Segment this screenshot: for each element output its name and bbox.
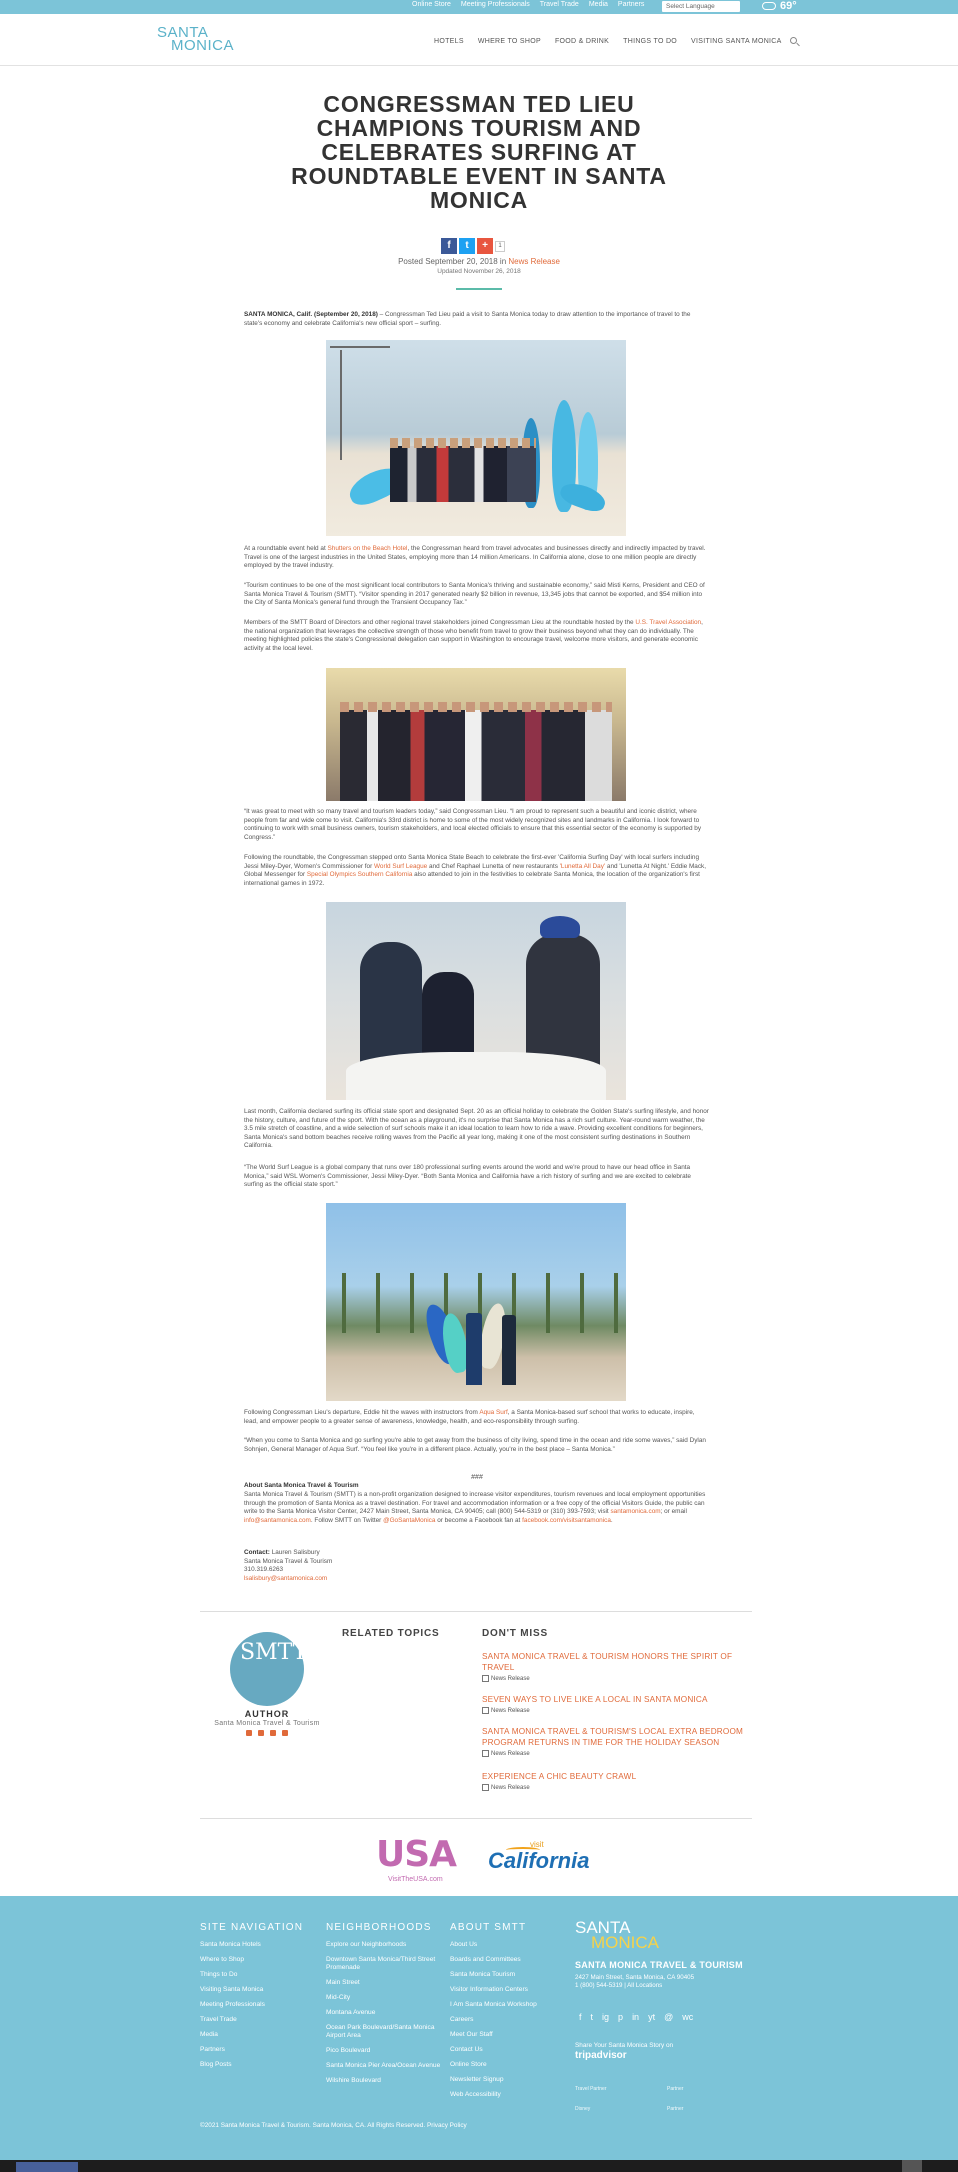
nav-item-where-to-shop[interactable]: WHERE TO SHOP xyxy=(477,38,541,45)
copyright: ©2021 Santa Monica Travel & Tourism. Santa Monica, CA. All Rights Reserved. Privacy Policy xyxy=(200,2122,467,2129)
paragraph-intro xyxy=(244,311,710,328)
dont-miss-title[interactable]: SANTA MONICA TRAVEL & TOURISM'S LOCAL EXTRA BEDROOM PROGRAM RETURNS IN TIME FOR THE HOLIDAY SEASON xyxy=(482,1727,744,1747)
footer-link[interactable]: Santa Monica Pier Area/Ocean Avenue xyxy=(326,2062,441,2069)
footer-site-nav xyxy=(200,1922,320,2076)
footer-link[interactable]: Web Accessibility xyxy=(450,2091,501,2098)
end-marker: ### xyxy=(471,1474,483,1481)
wechat-icon[interactable]: wc xyxy=(682,2012,694,2022)
section-divider xyxy=(200,1818,752,1819)
footer-link[interactable]: Meeting Professionals xyxy=(200,2001,265,2008)
utility-links xyxy=(412,1,644,8)
badge: Disney xyxy=(575,2106,591,2112)
category-link[interactable]: News Release xyxy=(508,257,560,266)
footer-social xyxy=(579,2012,693,2022)
footer-logo-line-1: SANTA xyxy=(575,1918,631,1937)
footer-link[interactable]: About Us xyxy=(450,1941,478,1948)
temperature: 69° xyxy=(780,0,797,12)
news-icon xyxy=(482,1784,489,1791)
dont-miss-item[interactable] xyxy=(482,1651,752,1682)
about-paragraph xyxy=(244,1491,710,1525)
nav-item-food-drink[interactable]: FOOD & DRINK xyxy=(554,38,610,45)
cloud-icon xyxy=(762,2,776,10)
phone-text: 1 (800) 544-5319 | All Locations xyxy=(575,1982,663,1989)
link-shutters[interactable]: Shutters on the Beach Hotel xyxy=(327,545,408,552)
contact-phone: 310.319.6263 xyxy=(244,1566,284,1574)
pinterest-icon[interactable] xyxy=(270,1730,276,1736)
dont-miss-title[interactable]: SEVEN WAYS TO LIVE LIKE A LOCAL IN SANTA MONICA xyxy=(482,1695,708,1704)
paragraph-surfing-day xyxy=(244,854,710,888)
author-logo xyxy=(230,1632,308,1706)
link-twitter-handle[interactable]: @GoSantaMonica xyxy=(383,1516,436,1524)
footer-link[interactable]: Mid-City xyxy=(326,1994,351,2001)
utility-link-media[interactable]: Media xyxy=(588,1,608,8)
photo-group-surfboards xyxy=(326,340,626,536)
footer-link[interactable]: Contact Us xyxy=(450,2046,483,2053)
paragraph-wsl-quote: “The World Surf League is a global company that runs over 180 professional surfing events around the world and we're proud to have our head office in Santa Monica,” said WSL Women's Commissioner, Jessi Miley-Dyer. “Both Santa Monica and California have a rich history of surfing and we are excited to celebrate surfing as the official state sport.” xyxy=(244,1164,691,1189)
posted-line xyxy=(270,257,688,266)
twitter-share-icon[interactable]: t xyxy=(459,238,475,254)
dont-miss-item[interactable] xyxy=(482,1694,752,1714)
footer-link[interactable]: Boards and Committees xyxy=(450,1956,521,1963)
bottom-thumbnail[interactable] xyxy=(16,2162,78,2172)
utility-link-travel-trade[interactable]: Travel Trade xyxy=(539,1,579,8)
dont-miss-heading: DON'T MISS xyxy=(482,1628,548,1639)
paragraph-text: Santa Monica Travel & Tourism (SMTT) is a non-profit organization designed to increase visitor expenditures, tourism revenues and local employment opportunities through the promotion of Santa Monica as a travel destination. For travel and accommodation information or a free copy of the official Visitors Guide, the public can write to the Santa Monica Visitor Center, 2427 Main Street, Santa Monica, CA 90405; call (800) 544-5319 or (310) 393-7593; visit xyxy=(244,1491,706,1516)
author-name: Santa Monica Travel & Tourism xyxy=(214,1720,320,1727)
section-divider xyxy=(200,1611,752,1612)
footer-link[interactable]: Newsletter Signup xyxy=(450,2076,504,2083)
link-lunetta[interactable]: 'Lunetta All Day' xyxy=(559,862,606,870)
paragraph-text: . Follow SMTT on Twitter xyxy=(310,1516,384,1524)
footer-heading: NEIGHBORHOODS xyxy=(326,1922,432,1933)
visit-usa-logo[interactable]: USA xyxy=(376,1834,457,1875)
paragraph-state-sport: Last month, California declared surfing its official state sport and designated Sept. 20 as an official holiday to celebrate the Golden State's surfing lifestyle, and honor the history, culture, and future of the sport. With the ocean as a playground, it's no surprise that Santa Monica has a rich surf culture. Year-round warm weather, the 3.5 mile stretch of coastline, and a wide selection of surf schools make it an ideal location to learn how to ride a wave. Providing excellent conditions for beginners, Santa Monica's sand bottom beaches receive rolling waves from the Pacific all year long, making it one of the most consistent surfing destinations in Southern California. xyxy=(244,1108,709,1150)
contact-email-link[interactable]: lsalisbury@santamonica.com xyxy=(244,1574,328,1582)
utility-link-meeting-professionals[interactable]: Meeting Professionals xyxy=(460,1,530,8)
photo-signing-surfboard xyxy=(326,902,626,1100)
search-icon[interactable] xyxy=(790,37,797,44)
nav-item-visiting[interactable]: VISITING SANTA MONICA xyxy=(691,38,782,45)
paragraph-board xyxy=(244,619,710,653)
youtube-icon[interactable]: yt xyxy=(648,2012,656,2022)
footer-about xyxy=(450,1922,570,2106)
footer-neighborhoods xyxy=(326,1922,446,2092)
contact-name: Lauren Salisbury xyxy=(269,1549,320,1556)
linkedin-icon[interactable]: in xyxy=(632,2012,640,2022)
link-santamonica-com[interactable]: santamonica.com xyxy=(610,1508,661,1516)
paragraph-aqua-surf xyxy=(244,1409,710,1426)
paragraph-text: – Congressman Ted Lieu paid a visit to Santa Monica today to draw attention to the importance of travel to the state's economy and celebrate California's new official sport – surfing. xyxy=(244,311,691,327)
paragraph-text: Members of the SMTT Board of Directors and other regional travel stakeholders joined Congressman Lieu at the roundtable hosted by the xyxy=(244,619,636,626)
plus-share-icon[interactable]: + xyxy=(477,238,493,254)
footer-link[interactable]: Blog Posts xyxy=(200,2061,232,2068)
paragraph-text: or become a Facebook fan at xyxy=(435,1516,523,1524)
site-logo[interactable] xyxy=(157,26,234,52)
dont-miss-tag xyxy=(482,1675,752,1682)
logo-line-2: MONICA xyxy=(171,37,234,54)
utility-bar xyxy=(0,0,958,14)
footer-link[interactable]: Pico Boulevard xyxy=(326,2047,371,2054)
contact-label: Contact: xyxy=(244,1549,270,1556)
paragraph-text: and Chef Raphael Lunetta of new restaurants xyxy=(427,862,560,870)
related-topics-heading: RELATED TOPICS xyxy=(342,1628,440,1639)
badge: Travel Partner xyxy=(575,2086,607,2092)
updated-date: Updated November 26, 2018 xyxy=(437,268,521,275)
footer-logo[interactable] xyxy=(575,1920,659,1950)
paragraph-text: also attended to join in the festivities to celebrate Santa Monica, the location of the organization's first international games in 1972. xyxy=(244,871,700,887)
twitter-icon[interactable] xyxy=(258,1730,264,1736)
paragraph-text: , a Santa Monica-based surf school that works to educate, inspire, lead, and empower people to a greater sense of awareness, knowledge, health, and eco-responsibility through surfing. xyxy=(244,1409,695,1425)
footer-link[interactable]: Visitor Information Centers xyxy=(450,1986,528,1993)
pinterest-icon[interactable]: p xyxy=(618,2012,624,2022)
footer-heading: SITE NAVIGATION xyxy=(200,1922,304,1933)
paragraph-roundtable xyxy=(244,545,710,571)
footer-link[interactable]: Things to Do xyxy=(200,1971,238,1978)
utility-link-online-store[interactable]: Online Store xyxy=(412,1,451,8)
footer-org-name: SANTA MONICA TRAVEL & TOURISM xyxy=(575,1960,743,1970)
dont-miss-tag xyxy=(482,1707,752,1714)
dateline: SANTA MONICA, Calif. (September 20, 2018) xyxy=(244,311,378,318)
posted-date: Posted September 20, 2018 in xyxy=(398,257,509,266)
share-bar xyxy=(441,238,505,254)
article-title: CONGRESSMAN TED LIEU CHAMPIONS TOURISM AND CELEBRATES SURFING AT ROUNDTABLE EVENT IN SANTA MONICA xyxy=(291,91,667,213)
footer-link[interactable]: Online Store xyxy=(450,2061,487,2068)
footer-link[interactable]: Main Street xyxy=(326,1979,360,1986)
author-heading: AUTHOR xyxy=(244,1709,290,1719)
tag-label: News Release xyxy=(491,1750,530,1757)
instagram-icon[interactable] xyxy=(282,1730,288,1736)
footer-link[interactable]: Santa Monica Hotels xyxy=(200,1941,261,1948)
paragraph-text: , the Congressman heard from travel advocates and businesses directly and indirectly impacted by travel. Travel is one of the largest industries in the United States, employing more than 14 million Americans. In California alone, close to one million people are directly employed by the travel industry. xyxy=(244,545,706,570)
footer-link[interactable]: Downtown Santa Monica/Third Street Promenade xyxy=(326,1956,436,1971)
visit-usa-url: VisitTheUSA.com xyxy=(388,1876,443,1883)
footer-address xyxy=(575,1974,694,1990)
dont-miss-title[interactable]: SANTA MONICA TRAVEL & TOURISM HONORS THE SPIRIT OF TRAVEL xyxy=(482,1652,733,1672)
bottom-bar xyxy=(0,2160,958,2172)
dont-miss-title[interactable]: EXPERIENCE A CHIC BEAUTY CRAWL xyxy=(482,1772,637,1781)
footer-link[interactable]: Ocean Park Boulevard/Santa Monica Airport Area xyxy=(326,2024,435,2039)
bottom-button[interactable] xyxy=(902,2160,922,2172)
footer-heading: ABOUT SMTT xyxy=(450,1922,527,1933)
badge: Partner xyxy=(667,2106,684,2112)
tag-label: News Release xyxy=(491,1707,530,1714)
twitter-icon[interactable]: t xyxy=(590,2012,594,2022)
paragraph-text: , the national organization that leverages the collective strength of those who benefit from travel to grow their business beyond what they can do individually. The meeting highlighted policies the state's Congressional delegation can support in Washington to encourage travel, welcome more visitors, and generate economic activity at the local level. xyxy=(244,619,703,652)
utility-link-partners[interactable]: Partners xyxy=(617,1,645,8)
nav-links xyxy=(434,38,782,45)
footer-link[interactable]: Meet Our Staff xyxy=(450,2031,493,2038)
link-info-email[interactable]: info@santamonica.com xyxy=(244,1516,311,1524)
visit-california-logo[interactable]: California xyxy=(488,1848,590,1873)
footer-link[interactable]: Explore our Neighborhoods xyxy=(326,1941,407,1948)
dont-miss-tag xyxy=(482,1750,752,1757)
footer-link[interactable]: Montana Avenue xyxy=(326,2009,376,2016)
nav-item-things-to-do[interactable]: THINGS TO DO xyxy=(623,38,678,45)
news-icon xyxy=(482,1707,489,1714)
footer-link[interactable]: Travel Trade xyxy=(200,2016,237,2023)
paragraph-text: Following the roundtable, the Congressman stepped onto Santa Monica State Beach to celebrate the first-ever 'California Surfing Day' with local surfers including Jessi Miley-Dyer, Women's Commissioner for xyxy=(244,854,700,870)
language-label: Select Language xyxy=(666,3,715,10)
footer-link[interactable]: Visiting Santa Monica xyxy=(200,1986,264,1993)
about-heading-text: About Santa Monica Travel & Tourism xyxy=(244,1482,359,1489)
tag-label: News Release xyxy=(491,1784,530,1791)
footer-link[interactable]: Media xyxy=(200,2031,218,2038)
dont-miss-tag xyxy=(482,1784,752,1791)
nav-item-hotels[interactable]: HOTELS xyxy=(434,38,464,45)
photo-surfers-beach xyxy=(326,1203,626,1401)
photo-group-indoor xyxy=(326,668,626,801)
facebook-share-icon[interactable]: f xyxy=(441,238,457,254)
paragraph-sohnjen-quote: “When you come to Santa Monica and go surfing you're able to get away from the business of city living, spend time in the ocean and ride some waves,” said Dylan Sohnjen, General Manager of Aqua Surf. “You feel like you're in a different place. Actually, you're in the best place – Santa Monica.” xyxy=(244,1437,706,1453)
main-nav xyxy=(0,14,958,66)
paragraph-text: . xyxy=(610,1516,613,1524)
badge: Partner xyxy=(667,2086,684,2092)
link-us-travel[interactable]: U.S. Travel Association xyxy=(635,619,702,626)
dont-miss-item[interactable] xyxy=(482,1726,752,1757)
address-text: 2427 Main Street, Santa Monica, CA 90405 xyxy=(575,1974,695,1981)
facebook-icon[interactable] xyxy=(246,1730,252,1736)
about-heading xyxy=(244,1482,710,1491)
footer-link[interactable]: Santa Monica Tourism xyxy=(450,1971,516,1978)
tag-label: News Release xyxy=(491,1675,530,1682)
share-count: 1 xyxy=(495,241,505,252)
link-world-surf-league[interactable]: World Surf League xyxy=(374,862,428,870)
contact-block xyxy=(244,1549,710,1583)
logo-line-1: SANTA xyxy=(157,24,209,41)
paragraph-text: and 'Lunetta At Night.' Eddie Mack, Global Messenger for xyxy=(244,862,706,879)
footer-logo-line-2: MONICA xyxy=(591,1933,659,1952)
site-footer xyxy=(0,1896,958,2160)
visit-california-visit: visit xyxy=(530,1840,544,1849)
news-icon xyxy=(482,1675,489,1682)
contact-org: Santa Monica Travel & Tourism xyxy=(244,1557,333,1565)
link-special-olympics[interactable]: Special Olympics Southern California xyxy=(306,871,413,879)
paragraph-kerns-quote: “Tourism continues to be one of the most significant local contributors to Santa Monica's thriving and sustainable economy,” said Misti Kerns, President and CEO of Santa Monica Travel & Tourism (SMTT). “Visitor spending in 2017 generated nearly $2 billion in revenue, 13,345 jobs that cannot be exported, and $54 million into the City of Santa Monica's general fund through the Transient Occupancy Tax.” xyxy=(244,582,705,607)
news-icon xyxy=(482,1750,489,1757)
language-select[interactable] xyxy=(662,1,740,12)
link-aqua-surf[interactable]: Aqua Surf xyxy=(479,1409,508,1416)
author-social xyxy=(246,1730,288,1736)
paragraph-lieu-quote: “It was great to meet with so many travel and tourism leaders today,” said Congressman Lieu. “I am proud to represent such a beautiful and iconic district, where people from far and wide come to visit. California's 33rd district is home to some of the most widely recognized sites and landmarks in California. I look forward to continuing to work with small business owners, tourism stakeholders, and local elected officials to ensure that this essential sector of the economy is supported by Congress.” xyxy=(244,808,702,841)
footer-link[interactable]: Wilshire Boulevard xyxy=(326,2077,381,2084)
footer-link[interactable]: Where to Shop xyxy=(200,1956,244,1963)
author-logo-text: SMTT xyxy=(240,1640,308,1665)
dont-miss-item[interactable] xyxy=(482,1771,752,1791)
facebook-icon[interactable]: f xyxy=(579,2012,582,2022)
paragraph-text: Following Congressman Lieu's departure, Eddie hit the waves with instructors from xyxy=(244,1409,480,1416)
share-story-text: Share Your Santa Monica Story on xyxy=(575,2042,674,2049)
tripadvisor-logo[interactable]: tripadvisor xyxy=(575,2050,627,2061)
paragraph-text: At a roundtable event held at xyxy=(244,545,328,552)
title-divider xyxy=(456,288,502,290)
paragraph-text: ; or email xyxy=(660,1508,687,1516)
footer-link[interactable]: Careers xyxy=(450,2016,474,2023)
footer-link[interactable]: I Am Santa Monica Workshop xyxy=(450,2001,537,2008)
email-icon[interactable]: @ xyxy=(664,2012,674,2022)
link-facebook-page[interactable]: facebook.com/visitsantamonica xyxy=(522,1516,611,1524)
footer-link[interactable]: Partners xyxy=(200,2046,225,2053)
instagram-icon[interactable]: ig xyxy=(602,2012,610,2022)
